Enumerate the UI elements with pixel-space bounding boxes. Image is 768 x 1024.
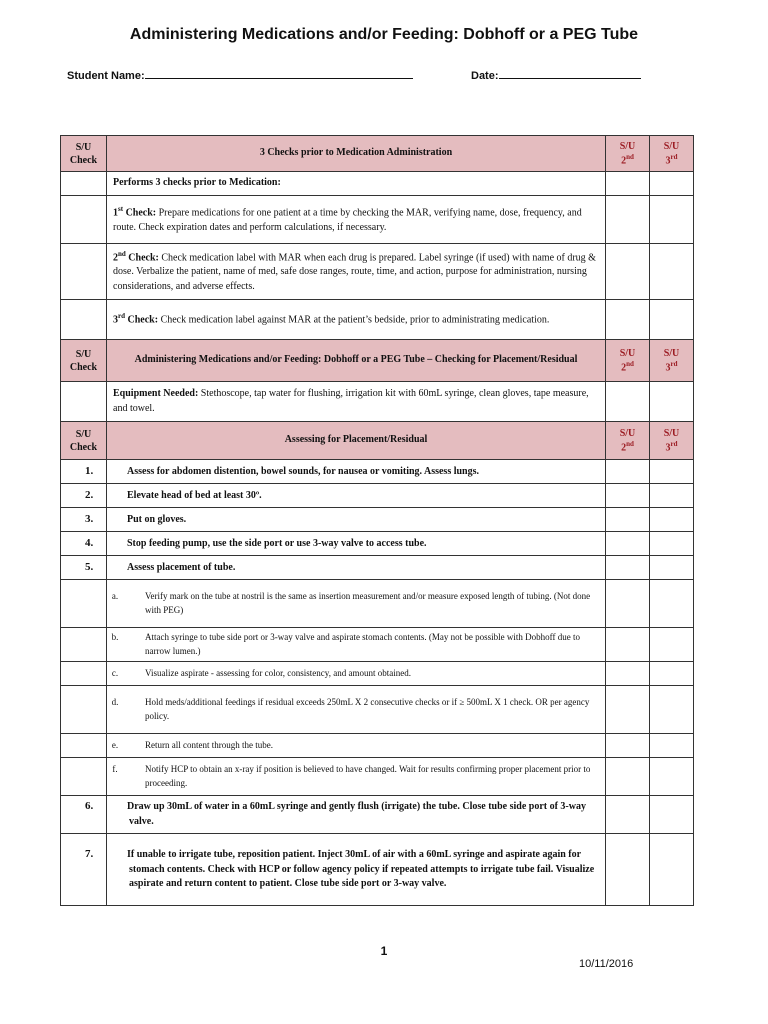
substep-e: e. Return all content through the tube. [107, 734, 606, 758]
su-3rd-header: S/U 3rd [650, 136, 694, 172]
second-check-text: 2nd Check: Check medication label with MAR when each drug is prepared. Label syringe (if used) with name of drug & dose. Verbalize the patient, name of med, safe dose ranges, route, time, and action, purpose for administration, nursing considerations, and adverse effects. [107, 244, 606, 300]
step-3: 3. Put on gloves. [107, 508, 606, 532]
student-name-label: Student Name: [67, 70, 145, 82]
date-field [471, 68, 641, 82]
third-check-text: 3rd Check: Check medication label against MAR at the patient’s bedside, prior to administrating medication. [107, 300, 606, 340]
header-row-checks [61, 136, 694, 172]
performs-checks-text: Performs 3 checks prior to Medication: [107, 172, 606, 196]
step-4: 4. Stop feeding pump, use the side port or use 3-way valve to access tube. [107, 532, 606, 556]
substep-b: b. Attach syringe to tube side port or 3-way valve and aspirate stomach contents. (May not be possible with Dobhoff due to narrow lumen.) [107, 628, 606, 662]
table-row [61, 556, 694, 580]
step-2: 2. Elevate head of bed at least 30º. [107, 484, 606, 508]
table-row [61, 484, 694, 508]
table-row [61, 662, 694, 686]
section-title-assessing: Assessing for Placement/Residual [107, 422, 606, 460]
table-row [61, 758, 694, 796]
table-row [61, 834, 694, 906]
document-title: Administering Medications and/or Feeding: Dobhoff or a PEG Tube [129, 26, 639, 43]
table-row [61, 686, 694, 734]
substep-d: d. Hold meds/additional feedings if residual exceeds 250mL X 2 consecutive checks or if ≥ 500mL X 1 check. OR per agency policy. [107, 686, 606, 734]
header-row-assessing [61, 422, 694, 460]
step-5: 5. Assess placement of tube. [107, 556, 606, 580]
table-row [61, 244, 694, 300]
table-row [61, 532, 694, 556]
table-row [61, 628, 694, 662]
su-2nd-header: S/U 2nd [606, 340, 650, 382]
checklist-table [60, 135, 694, 906]
table-row [61, 300, 694, 340]
su-2nd-header: S/U 2nd [606, 136, 650, 172]
su-2nd-header: S/U 2nd [606, 422, 650, 460]
table-row [61, 460, 694, 484]
su-check-header: S/U Check [61, 136, 107, 172]
su-check-header: S/U Check [61, 340, 107, 382]
equipment-text: Equipment Needed: Stethoscope, tap water for flushing, irrigation kit with 60mL syringe, clean gloves, tape measure, and towel. [107, 382, 606, 422]
table-row [61, 734, 694, 758]
footer-date: 10/11/2016 [579, 958, 634, 970]
page-number: 1 [380, 944, 388, 958]
table-row [61, 508, 694, 532]
header-row-administering [61, 340, 694, 382]
su-3rd-header: S/U 3rd [650, 422, 694, 460]
first-check-text: 1st Check: Prepare medications for one patient at a time by checking the MAR, verifying name, dose, frequency, and route. Check expiration dates and perform calculations, if necessary. [107, 196, 606, 244]
step-7: 7. If unable to irrigate tube, reposition patient. Inject 30mL of air with a 60mL syringe and aspirate again for stomach contents. Check with HCP or follow agency policy if repeated attempts to irrigate tube fail. Visualize aspirate and return content to patient. Close tube side port or 3-way valve. [107, 834, 606, 906]
table-row [61, 172, 694, 196]
step-6: 6. Draw up 30mL of water in a 60mL syringe and gently flush (irrigate) the tube. Close tube side port of 3-way valve. [107, 796, 606, 834]
substep-c: c. Visualize aspirate - assessing for color, consistency, and amount obtained. [107, 662, 606, 686]
substep-a: a. Verify mark on the tube at nostril is the same as insertion measurement and/or measure exposed length of tubing. (Not done with PEG) [107, 580, 606, 628]
table-row [61, 580, 694, 628]
su-3rd-header: S/U 3rd [650, 340, 694, 382]
section-title-checks: 3 Checks prior to Medication Administration [107, 136, 606, 172]
student-name-blank [145, 68, 413, 79]
substep-f: f. Notify HCP to obtain an x-ray if position is believed to have changed. Wait for results confirming proper placement prior to proceeding. [107, 758, 606, 796]
date-blank [499, 68, 641, 79]
section-title-administering: Administering Medications and/or Feeding: Dobhoff or a PEG Tube – Checking for Placement/Residual [107, 340, 606, 382]
date-label: Date: [471, 70, 499, 82]
step-1: 1. Assess for abdomen distention, bowel sounds, for nausea or vomiting. Assess lungs. [107, 460, 606, 484]
table-row [61, 382, 694, 422]
table-row [61, 196, 694, 244]
table-row [61, 796, 694, 834]
student-name-field [67, 68, 413, 82]
su-check-header: S/U Check [61, 422, 107, 460]
